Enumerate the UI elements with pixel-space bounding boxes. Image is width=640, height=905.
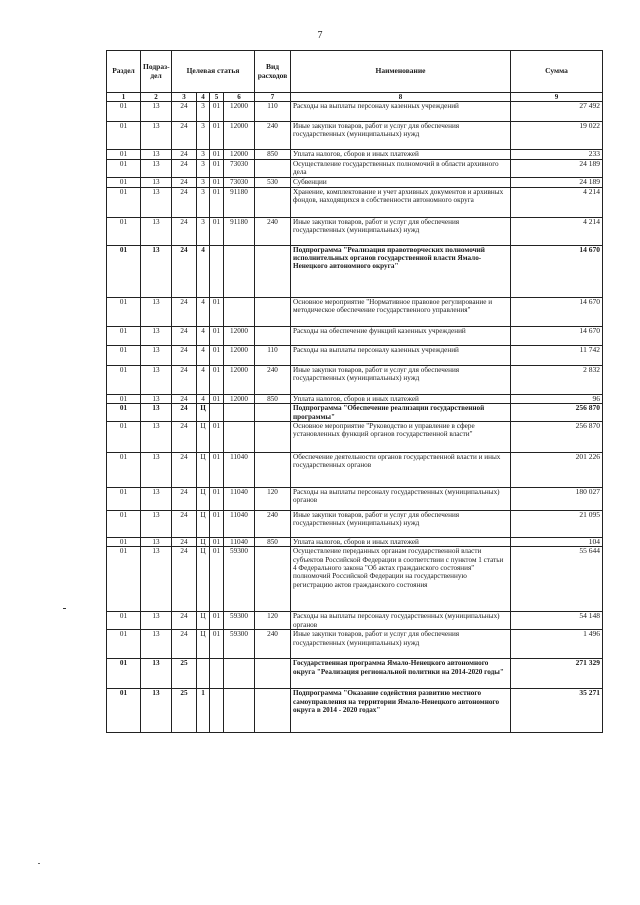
code-cell: 1 [197,689,210,733]
code-cell: 240 [255,365,291,394]
table-row [107,160,603,178]
code-cell: 01 [210,537,224,547]
sum-cell: 104 [511,537,603,547]
code-cell [210,659,224,689]
code-cell: 01 [107,245,141,297]
table-row [107,421,603,452]
code-cell: 13 [141,217,172,245]
code-cell: 11040 [224,537,255,547]
code-cell: 01 [107,122,141,150]
column-number: 4 [197,93,210,102]
name-cell: Подпрограмма "Реализация правотворческих полномочий исполнительных органов государственной власти Ямало-Ненецкого автономного округа" [291,245,511,297]
code-cell [255,547,291,612]
code-cell: 01 [210,326,224,345]
code-cell: 13 [141,150,172,160]
code-cell: 24 [172,326,197,345]
code-cell: 24 [172,487,197,510]
table-row [107,537,603,547]
table-row [107,630,603,659]
table-body [107,102,603,733]
code-cell: 12000 [224,394,255,404]
column-number-row [107,93,603,102]
code-cell: 24 [172,160,197,178]
code-cell: 13 [141,659,172,689]
table-row [107,404,603,422]
name-cell: Осуществление государственных полномочий в области архивного дела [291,160,511,178]
code-cell [210,245,224,297]
code-cell: 24 [172,547,197,612]
code-cell [224,659,255,689]
code-cell: 13 [141,102,172,122]
code-cell: 01 [210,187,224,217]
name-cell: Подпрограмма "Обеспечение реализации государственной программы" [291,404,511,422]
sum-cell: 21 095 [511,510,603,537]
code-cell: 01 [107,421,141,452]
code-cell: 01 [210,150,224,160]
code-cell: 01 [107,487,141,510]
code-cell: 13 [141,547,172,612]
code-cell [255,187,291,217]
code-cell: 01 [107,217,141,245]
code-cell: 01 [107,630,141,659]
table-row [107,452,603,487]
code-cell [255,326,291,345]
code-cell: 01 [107,365,141,394]
code-cell [255,659,291,689]
code-cell: 24 [172,245,197,297]
code-cell: 13 [141,394,172,404]
table-row [107,612,603,630]
code-cell: 13 [141,421,172,452]
sum-cell: 14 670 [511,326,603,345]
code-cell [224,689,255,733]
code-cell: 24 [172,537,197,547]
table-row [107,150,603,160]
code-cell: 13 [141,365,172,394]
code-cell: 13 [141,178,172,188]
code-cell: 12000 [224,102,255,122]
code-cell: 13 [141,404,172,422]
header-podrazdel: Подраз-дел [141,51,172,93]
code-cell: 13 [141,122,172,150]
code-cell: 240 [255,510,291,537]
code-cell: 01 [210,421,224,452]
code-cell: 530 [255,178,291,188]
table-row [107,187,603,217]
code-cell: 110 [255,102,291,122]
code-cell: 01 [210,297,224,326]
sum-cell: 201 226 [511,452,603,487]
code-cell [255,404,291,422]
code-cell [210,404,224,422]
code-cell [197,659,210,689]
sum-cell: 19 022 [511,122,603,150]
sum-cell: 54 148 [511,612,603,630]
name-cell: Иные закупки товаров, работ и услуг для обеспечения государственных (муниципальных) нужд [291,217,511,245]
sum-cell: 1 496 [511,630,603,659]
table-row [107,689,603,733]
code-cell: 24 [172,150,197,160]
code-cell: 12000 [224,345,255,365]
code-cell: 01 [107,178,141,188]
code-cell: 01 [210,217,224,245]
code-cell: 01 [107,404,141,422]
sum-cell: 11 742 [511,345,603,365]
code-cell: 240 [255,630,291,659]
code-cell [224,404,255,422]
code-cell: 13 [141,487,172,510]
code-cell: 3 [197,160,210,178]
code-cell: 24 [172,365,197,394]
table-row [107,245,603,297]
column-number: 2 [141,93,172,102]
name-cell: Основное мероприятие "Руководство и управление в сфере установленных функций органов государственной власти" [291,421,511,452]
sum-cell: 180 027 [511,487,603,510]
code-cell [224,245,255,297]
code-cell: 12000 [224,150,255,160]
code-cell: 01 [107,659,141,689]
table-row [107,394,603,404]
table-row [107,217,603,245]
budget-table [106,50,603,733]
table-row [107,510,603,537]
code-cell: 12000 [224,365,255,394]
code-cell: 24 [172,297,197,326]
code-cell: 01 [107,187,141,217]
code-cell: 01 [210,487,224,510]
code-cell: 01 [210,345,224,365]
code-cell: 3 [197,178,210,188]
code-cell: 01 [107,150,141,160]
code-cell: 01 [210,102,224,122]
name-cell: Расходы на выплаты персоналу государственных (муниципальных) органов [291,487,511,510]
code-cell: 24 [172,404,197,422]
name-cell: Расходы на выплаты персоналу казенных учреждений [291,345,511,365]
name-cell: Подпрограмма "Оказание содействия развитию местного самоуправления на территории Ямало-Ненецкого автономного округа в 2014 - 2020 годах" [291,689,511,733]
code-cell [255,245,291,297]
code-cell: 91180 [224,187,255,217]
code-cell: 01 [210,612,224,630]
code-cell: 3 [197,122,210,150]
page-number: 7 [317,30,323,41]
code-cell: 4 [197,326,210,345]
name-cell: Иные закупки товаров, работ и услуг для обеспечения государственных (муниципальных) нужд [291,630,511,659]
code-cell: 01 [107,537,141,547]
code-cell: 59300 [224,630,255,659]
code-cell: 12000 [224,326,255,345]
code-cell: Ц [197,537,210,547]
code-cell: 01 [210,452,224,487]
column-number: 3 [172,93,197,102]
code-cell: 24 [172,217,197,245]
code-cell: 01 [107,160,141,178]
code-cell: 850 [255,150,291,160]
sum-cell: 96 [511,394,603,404]
code-cell: 01 [107,394,141,404]
table-row [107,326,603,345]
code-cell: 01 [210,365,224,394]
code-cell: 13 [141,345,172,365]
name-cell: Субвенции [291,178,511,188]
code-cell: Ц [197,421,210,452]
code-cell: 01 [107,689,141,733]
margin-dot [38,863,40,864]
column-number: 8 [291,93,511,102]
code-cell: 24 [172,612,197,630]
code-cell: 4 [197,345,210,365]
name-cell: Расходы на выплаты персоналу государственных (муниципальных) органов [291,612,511,630]
name-cell: Иные закупки товаров, работ и услуг для обеспечения государственных (муниципальных) нужд [291,510,511,537]
code-cell: 73030 [224,178,255,188]
code-cell: Ц [197,612,210,630]
code-cell: 13 [141,452,172,487]
code-cell: 13 [141,630,172,659]
code-cell: 120 [255,612,291,630]
code-cell: 01 [107,612,141,630]
table-row [107,178,603,188]
name-cell: Расходы на выплаты персоналу казенных учреждений [291,102,511,122]
code-cell: 01 [210,122,224,150]
code-cell: 240 [255,122,291,150]
code-cell: 13 [141,689,172,733]
table-row [107,659,603,689]
column-number: 7 [255,93,291,102]
code-cell: 01 [107,452,141,487]
code-cell: 59300 [224,612,255,630]
name-cell: Осуществление переданных органам государственной власти субъектов Российской Федерации в соответствии с пунктом 1 статьи 4 Федерального закона "Об актах гражданского состояния" полномочий Российской Федерации на государственную регистрацию актов гражданского состояния [291,547,511,612]
header-celevaya-statya: Целевая статья [172,51,255,93]
name-cell: Иные закупки товаров, работ и услуг для обеспечения государственных (муниципальных) нужд [291,365,511,394]
code-cell: 13 [141,160,172,178]
name-cell: Обеспечение деятельности органов государственной власти и иных государственных органов [291,452,511,487]
name-cell: Расходы на обеспечение функций казенных учреждений [291,326,511,345]
code-cell: Ц [197,630,210,659]
code-cell: 01 [210,547,224,612]
code-cell: 11040 [224,452,255,487]
code-cell: 850 [255,537,291,547]
code-cell: 24 [172,102,197,122]
code-cell: 24 [172,178,197,188]
code-cell: 91180 [224,217,255,245]
code-cell: 3 [197,217,210,245]
sum-cell: 24 189 [511,160,603,178]
table-row [107,365,603,394]
column-number: 9 [511,93,603,102]
code-cell: 240 [255,217,291,245]
header-razdel: Раздел [107,51,141,93]
code-cell: 3 [197,102,210,122]
sum-cell: 4 214 [511,187,603,217]
header-row [107,51,603,93]
name-cell: Уплата налогов, сборов и иных платежей [291,537,511,547]
name-cell: Государственная программа Ямало-Ненецкого автономного округа "Реализация региональной политики на 2014-2020 годы" [291,659,511,689]
sum-cell: 2 832 [511,365,603,394]
sum-cell: 14 670 [511,245,603,297]
code-cell: 120 [255,487,291,510]
table-row [107,547,603,612]
code-cell: 11040 [224,510,255,537]
code-cell: 24 [172,122,197,150]
code-cell: 13 [141,245,172,297]
sum-cell: 256 870 [511,404,603,422]
code-cell: 01 [107,297,141,326]
header-summa: Сумма [511,51,603,93]
code-cell: 01 [210,394,224,404]
column-number: 6 [224,93,255,102]
sum-cell: 256 870 [511,421,603,452]
code-cell: 24 [172,394,197,404]
code-cell: 73030 [224,160,255,178]
code-cell: 13 [141,510,172,537]
table-row [107,345,603,365]
code-cell: 110 [255,345,291,365]
code-cell: 13 [141,326,172,345]
code-cell [255,160,291,178]
code-cell: 24 [172,345,197,365]
code-cell: 3 [197,150,210,160]
sum-cell: 14 670 [511,297,603,326]
table-row [107,297,603,326]
name-cell: Уплата налогов, сборов и иных платежей [291,150,511,160]
sum-cell: 233 [511,150,603,160]
code-cell: 01 [210,510,224,537]
margin-mark [63,608,66,609]
code-cell: Ц [197,452,210,487]
code-cell: 24 [172,421,197,452]
sum-cell: 4 214 [511,217,603,245]
code-cell: 4 [197,245,210,297]
table-row [107,122,603,150]
header-vid-rashodov: Вид расходов [255,51,291,93]
code-cell [224,421,255,452]
sum-cell: 35 271 [511,689,603,733]
code-cell: 13 [141,537,172,547]
name-cell: Основное мероприятие "Нормативное правовое регулирование и методическое обеспечение государственного управления" [291,297,511,326]
code-cell [255,297,291,326]
name-cell: Уплата налогов, сборов и иных платежей [291,394,511,404]
code-cell [210,689,224,733]
code-cell: 01 [210,630,224,659]
code-cell: 01 [107,510,141,537]
code-cell: 01 [107,345,141,365]
header-naimenovanie: Наименование [291,51,511,93]
code-cell: 25 [172,689,197,733]
code-cell: Ц [197,404,210,422]
code-cell: 3 [197,187,210,217]
name-cell: Хранение, комплектование и учет архивных документов и архивных фондов, находящихся в собственности автономного округа [291,187,511,217]
code-cell [255,689,291,733]
name-cell: Иные закупки товаров, работ и услуг для обеспечения государственных (муниципальных) нужд [291,122,511,150]
code-cell: Ц [197,510,210,537]
code-cell: 13 [141,297,172,326]
code-cell: 4 [197,297,210,326]
code-cell: 59300 [224,547,255,612]
code-cell: 01 [107,102,141,122]
code-cell: 24 [172,452,197,487]
code-cell: 24 [172,630,197,659]
table-row [107,102,603,122]
code-cell: 24 [172,510,197,537]
code-cell: 11040 [224,487,255,510]
code-cell [224,297,255,326]
code-cell: 01 [107,547,141,612]
code-cell: 13 [141,612,172,630]
code-cell: 4 [197,394,210,404]
code-cell [255,421,291,452]
code-cell: 12000 [224,122,255,150]
code-cell: 01 [107,326,141,345]
sum-cell: 271 329 [511,659,603,689]
code-cell: 4 [197,365,210,394]
sum-cell: 27 492 [511,102,603,122]
code-cell: 850 [255,394,291,404]
code-cell: 25 [172,659,197,689]
code-cell: 01 [210,178,224,188]
table-row [107,487,603,510]
column-number: 1 [107,93,141,102]
column-number: 5 [210,93,224,102]
sum-cell: 55 644 [511,547,603,612]
code-cell: Ц [197,547,210,612]
code-cell [255,452,291,487]
code-cell: 01 [210,160,224,178]
code-cell: Ц [197,487,210,510]
code-cell: 24 [172,187,197,217]
sum-cell: 24 189 [511,178,603,188]
code-cell: 13 [141,187,172,217]
